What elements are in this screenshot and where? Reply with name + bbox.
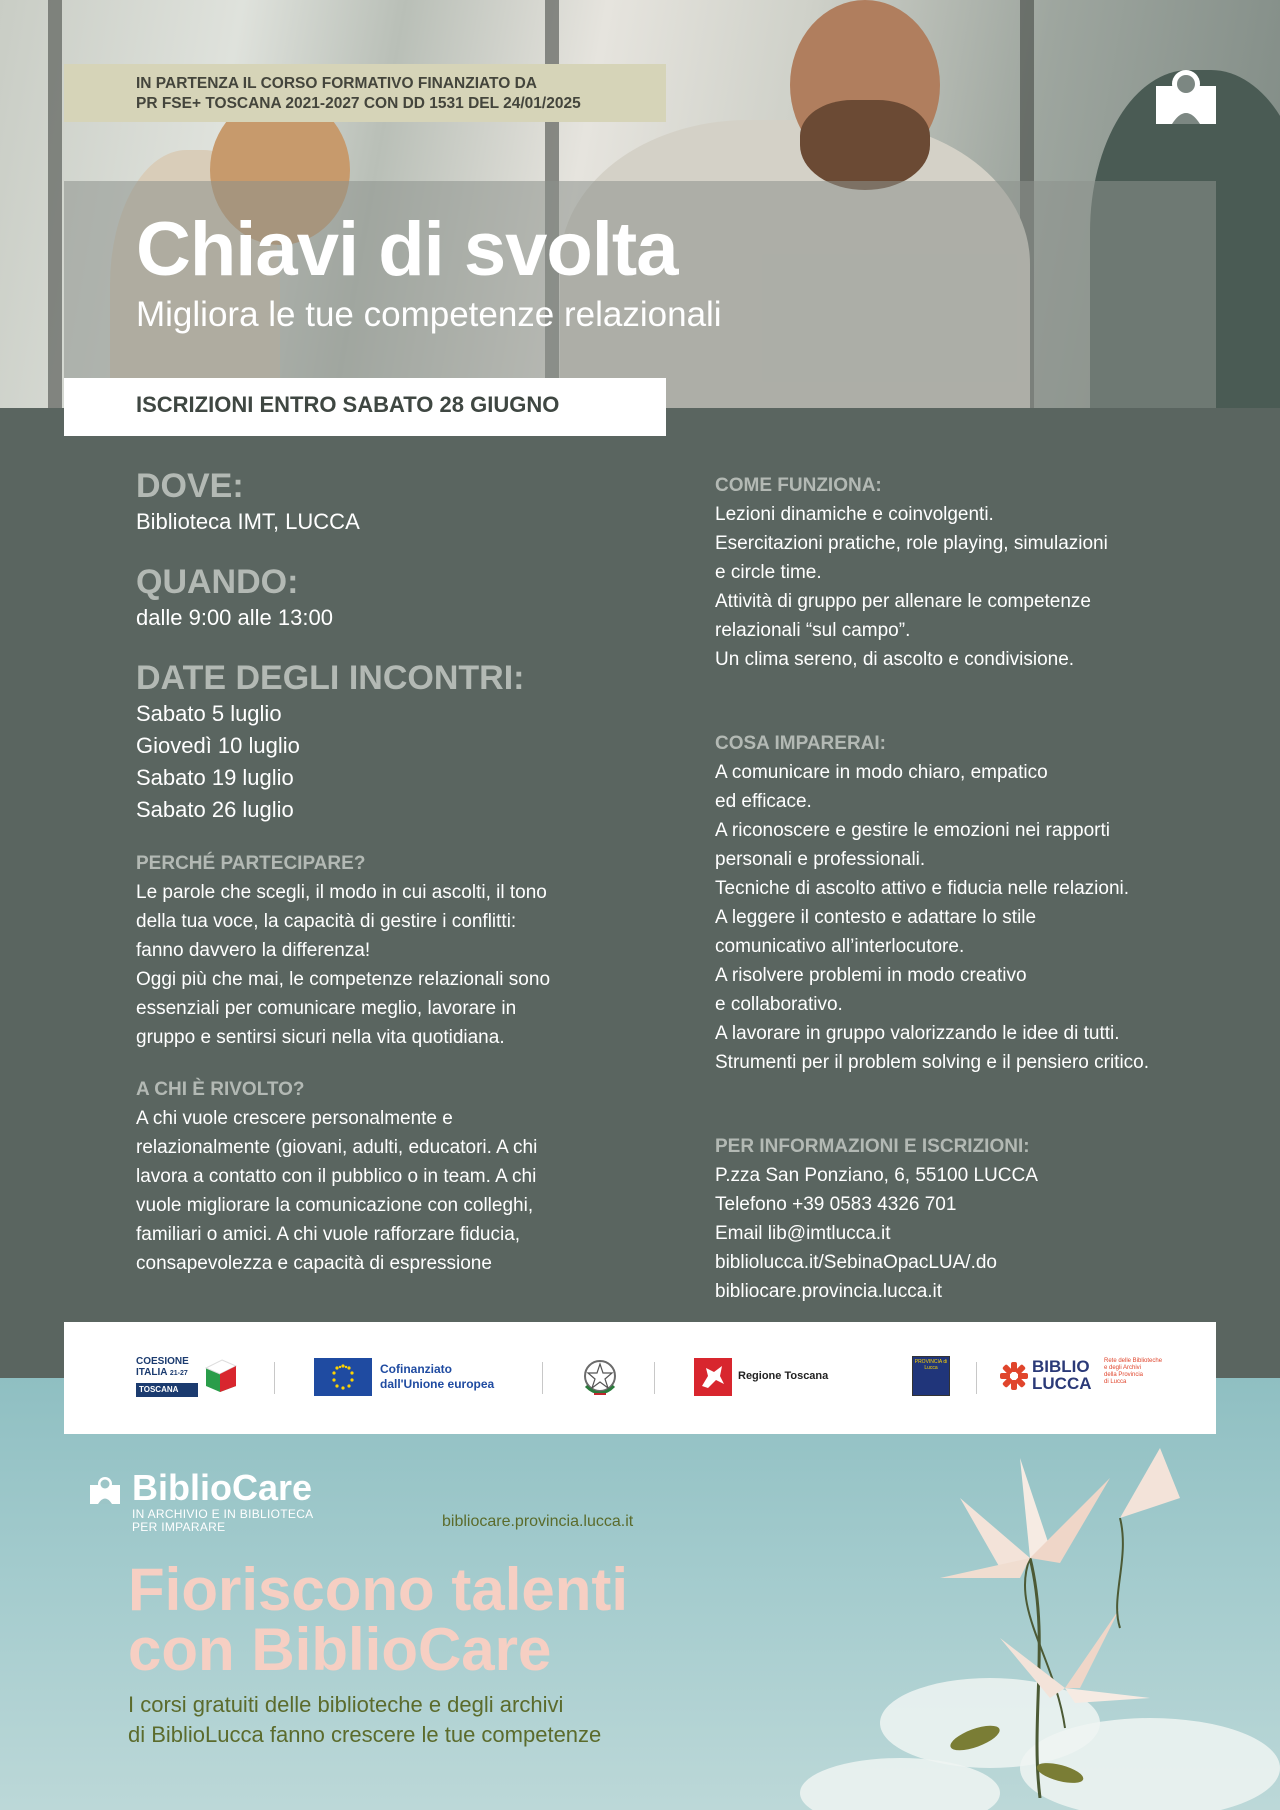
- info-opac-link[interactable]: bibliolucca.it/SebinaOpacLUA/.do: [715, 1252, 998, 1273]
- info-heading: PER INFORMAZIONI E ISCRIZIONI:: [715, 1136, 1030, 1157]
- come-line: Lezioni dinamiche e coinvolgenti.: [715, 504, 994, 525]
- book-flower-icon: [880, 1438, 1200, 1798]
- cosa-line: Strumenti per il problem solving e il pensiero critico.: [715, 1052, 1150, 1073]
- dove-heading: DOVE:: [136, 467, 244, 505]
- perche-line: fanno davvero la differenza!: [136, 940, 371, 961]
- bibliolucca-flower-icon: [1000, 1362, 1028, 1390]
- dove-value: Biblioteca IMT, LUCCA: [136, 509, 360, 534]
- date-item: Sabato 26 luglio: [136, 797, 294, 822]
- quando-value: dalle 9:00 alle 13:00: [136, 605, 333, 630]
- italian-republic-emblem-icon: [580, 1356, 620, 1398]
- quando-heading: QUANDO:: [136, 563, 299, 601]
- cosa-line: personali e professionali.: [715, 849, 926, 870]
- course-title: Chiavi di svolta: [136, 207, 678, 292]
- info-phone[interactable]: Telefono +39 0583 4326 701: [715, 1194, 957, 1215]
- come-line: relazionali “sul campo”.: [715, 620, 911, 641]
- chi-line: vuole migliorare la comunicazione con colleghi,: [136, 1195, 534, 1216]
- info-left-column: [136, 466, 646, 1278]
- coesione-italia-logo: COESIONE ITALIA 21-27 TOSCANA: [136, 1356, 240, 1400]
- footer-title: Fioriscono talenti con BiblioCare: [128, 1556, 629, 1683]
- cosa-heading: COSA IMPARERAI:: [715, 733, 886, 754]
- cosa-line: A risolvere problemi in modo creativo: [715, 965, 1027, 986]
- pegasus-icon: [694, 1358, 732, 1396]
- registration-deadline: ISCRIZIONI ENTRO SABATO 28 GIUGNO: [64, 378, 666, 436]
- cosa-line: A comunicare in modo chiaro, empatico: [715, 762, 1048, 783]
- cosa-line: e collaborativo.: [715, 994, 843, 1015]
- course-subtitle: Migliora le tue competenze relazionali: [136, 295, 722, 334]
- chi-line: familiari o amici. A chi vuole rafforzare fiducia,: [136, 1224, 521, 1245]
- info-right-column: [715, 472, 1235, 1306]
- come-line: Esercitazioni pratiche, role playing, simulazioni: [715, 533, 1108, 554]
- cosa-line: Tecniche di ascolto attivo e fiducia nelle relazioni.: [715, 878, 1130, 899]
- chi-line: lavora a contatto con il pubblico o in team. A chi: [136, 1166, 537, 1187]
- dates-heading: DATE DEGLI INCONTRI:: [136, 659, 525, 697]
- info-email[interactable]: Email lib@imtlucca.it: [715, 1223, 891, 1244]
- chi-heading: A CHI È RIVOLTO?: [136, 1079, 305, 1100]
- cosa-line: ed efficace.: [715, 791, 812, 812]
- date-item: Sabato 19 luglio: [136, 765, 294, 790]
- funding-band: IN PARTENZA IL CORSO FORMATIVO FINANZIATO DA PR FSE+ TOSCANA 2021-2027 CON DD 1531 DEL 24/01/2025: [64, 64, 666, 122]
- footer-subtitle: I corsi gratuiti delle biblioteche e degli archivi di BiblioLucca fanno crescere le tue competenze: [128, 1692, 602, 1747]
- perche-line: Le parole che scegli, il modo in cui ascolti, il tono: [136, 882, 547, 903]
- cosa-line: A leggere il contesto e adattare lo stile: [715, 907, 1037, 928]
- bibliocare-mark-icon: [1156, 64, 1216, 124]
- provincia-lucca-logo: PROVINCIA di Lucca: [912, 1356, 952, 1398]
- cosa-line: A riconoscere e gestire le emozioni nei rapporti: [715, 820, 1110, 841]
- chi-line: consapevolezza e capacità di espressione: [136, 1253, 492, 1274]
- title-box: [64, 181, 1216, 408]
- date-item: Sabato 5 luglio: [136, 701, 282, 726]
- chi-line: A chi vuole crescere personalmente e: [136, 1108, 453, 1129]
- cosa-line: A lavorare in gruppo valorizzando le idee di tutti.: [715, 1023, 1120, 1044]
- perche-line: Oggi più che mai, le competenze relazionali sono: [136, 969, 551, 990]
- info-site-link[interactable]: bibliocare.provincia.lucca.it: [715, 1281, 943, 1302]
- bibliocare-mark-icon: [90, 1474, 120, 1504]
- date-item: Giovedì 10 luglio: [136, 733, 300, 758]
- come-line: Un clima sereno, di ascolto e condivisione.: [715, 649, 1075, 670]
- cosa-line: comunicativo all’interlocutore.: [715, 936, 965, 957]
- bibliocare-brand: BiblioCare IN ARCHIVIO E IN BIBLIOTECA PER IMPARARE: [90, 1468, 313, 1534]
- perche-heading: PERCHÉ PARTECIPARE?: [136, 853, 366, 874]
- come-heading: COME FUNZIONA:: [715, 475, 882, 496]
- partner-logos-bar: COESIONE ITALIA 21-27 TOSCANA Cofinanziato dall'Unione europea Regione Toscana PROVINCIA di Lucca BIBLIO LUCCA Rete delle Biblioteche e degli Archivi della Provincia di Lucca: [64, 1322, 1216, 1434]
- bibliocare-name: BiblioCare: [132, 1467, 313, 1508]
- come-line: e circle time.: [715, 562, 822, 583]
- come-line: Attività di gruppo per allenare le competenze: [715, 591, 1092, 612]
- chi-line: relazionalmente (giovani, adulti, educatori. A chi: [136, 1137, 538, 1158]
- eu-stars-icon: [314, 1358, 372, 1396]
- bibliocare-url[interactable]: bibliocare.provincia.lucca.it: [442, 1513, 634, 1530]
- perche-line: della tua voce, la capacità di gestire i conflitti:: [136, 911, 517, 932]
- coesione-cube-icon: [200, 1356, 240, 1394]
- perche-line: essenziali per comunicare meglio, lavorare in: [136, 998, 517, 1019]
- info-address: P.zza San Ponziano, 6, 55100 LUCCA: [715, 1165, 1038, 1186]
- perche-line: gruppo e sentirsi sicuri nella vita quotidiana.: [136, 1027, 505, 1048]
